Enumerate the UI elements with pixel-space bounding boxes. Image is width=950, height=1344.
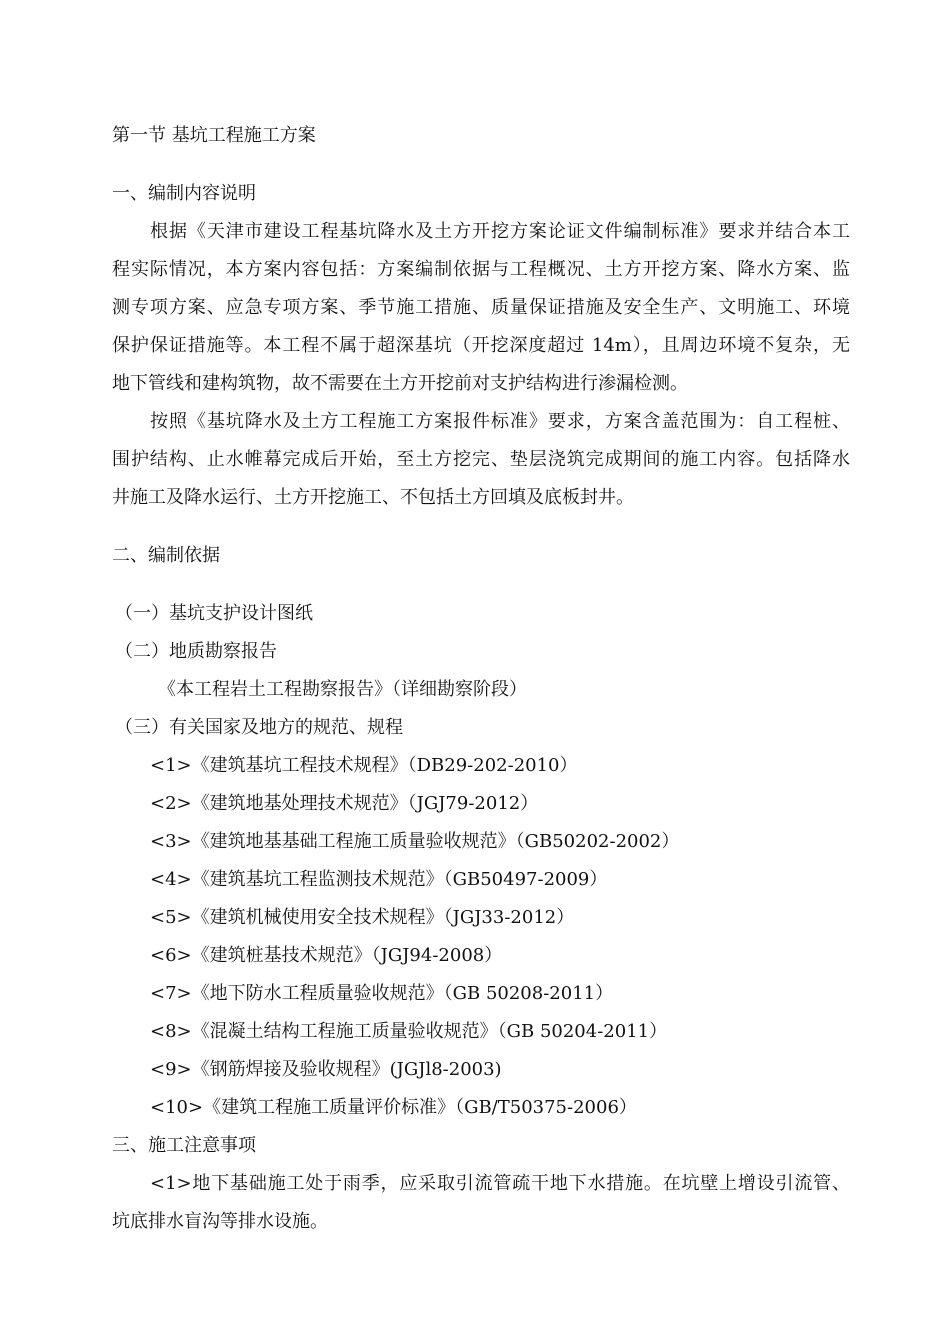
subheading-regulations: （三）有关国家及地方的规范、规程 bbox=[115, 717, 403, 738]
geological-report-item: 《本工程岩土工程勘察报告》（详细勘察阶段） bbox=[158, 679, 527, 700]
paragraph-line: 坑底排水盲沟等排水设施。 bbox=[112, 1211, 328, 1232]
regulation-item: <3>《建筑地基基础工程施工质量验收规范》（GB50202-2002） bbox=[150, 831, 680, 852]
subheading-design-drawings: （一）基坑支护设计图纸 bbox=[115, 603, 313, 624]
regulation-item: <4>《建筑基坑工程监测技术规范》（GB50497-2009） bbox=[150, 869, 608, 890]
paragraph-line: 程实际情况，本方案内容包括：方案编制依据与工程概况、土方开挖方案、降水方案、监 bbox=[112, 259, 850, 280]
paragraph-line: <1>地下基础施工处于雨季，应采取引流管疏干地下水措施。在坑壁上增设引流管、 bbox=[150, 1173, 850, 1194]
regulation-item: <10>《建筑工程施工质量评价标准》（GB/T50375-2006） bbox=[150, 1097, 637, 1118]
regulation-item: <9>《钢筋焊接及验收规程》(JGJl8-2003) bbox=[150, 1059, 502, 1080]
paragraph-line: 测专项方案、应急专项方案、季节施工措施、质量保证措施及安全生产、文明施工、环境 bbox=[112, 297, 850, 318]
regulation-item: <6>《建筑桩基技术规范》（JGJ94-2008） bbox=[150, 945, 503, 966]
part2-heading: 二、编制依据 bbox=[112, 545, 220, 566]
paragraph-line: 根据《天津市建设工程基坑降水及土方开挖方案论证文件编制标准》要求并结合本工 bbox=[150, 221, 850, 242]
paragraph-line: 井施工及降水运行、土方开挖施工、不包括土方回填及底板封井。 bbox=[112, 487, 634, 508]
section-title: 第一节 基坑工程施工方案 bbox=[112, 125, 316, 146]
regulation-item: <7>《地下防水工程质量验收规范》（GB 50208-2011） bbox=[150, 983, 614, 1004]
regulation-item: <1>《建筑基坑工程技术规程》（DB29-202-2010） bbox=[150, 755, 578, 776]
paragraph-line: 围护结构、止水帷幕完成后开始，至土方挖完、垫层浇筑完成期间的施工内容。包括降水 bbox=[112, 449, 850, 470]
regulation-item: <5>《建筑机械使用安全技术规程》（JGJ33-2012） bbox=[150, 907, 575, 928]
subheading-geological-report: （二）地质勘察报告 bbox=[115, 641, 277, 662]
paragraph-line: 保护保证措施等。本工程不属于超深基坑（开挖深度超过 14m），且周边环境不复杂，无 bbox=[112, 335, 850, 356]
regulation-item: <8>《混凝土结构工程施工质量验收规范》（GB 50204-2011） bbox=[150, 1021, 668, 1042]
paragraph-line: 地下管线和建构筑物，故不需要在土方开挖前对支护结构进行渗漏检测。 bbox=[112, 373, 688, 394]
regulation-item: <2>《建筑地基处理技术规范》（JGJ79-2012） bbox=[150, 793, 539, 814]
paragraph-line: 按照《基坑降水及土方工程施工方案报件标准》要求，方案含盖范围为：自工程桩、 bbox=[150, 411, 850, 432]
part1-heading: 一、编制内容说明 bbox=[112, 183, 256, 204]
part3-heading: 三、施工注意事项 bbox=[112, 1135, 256, 1156]
